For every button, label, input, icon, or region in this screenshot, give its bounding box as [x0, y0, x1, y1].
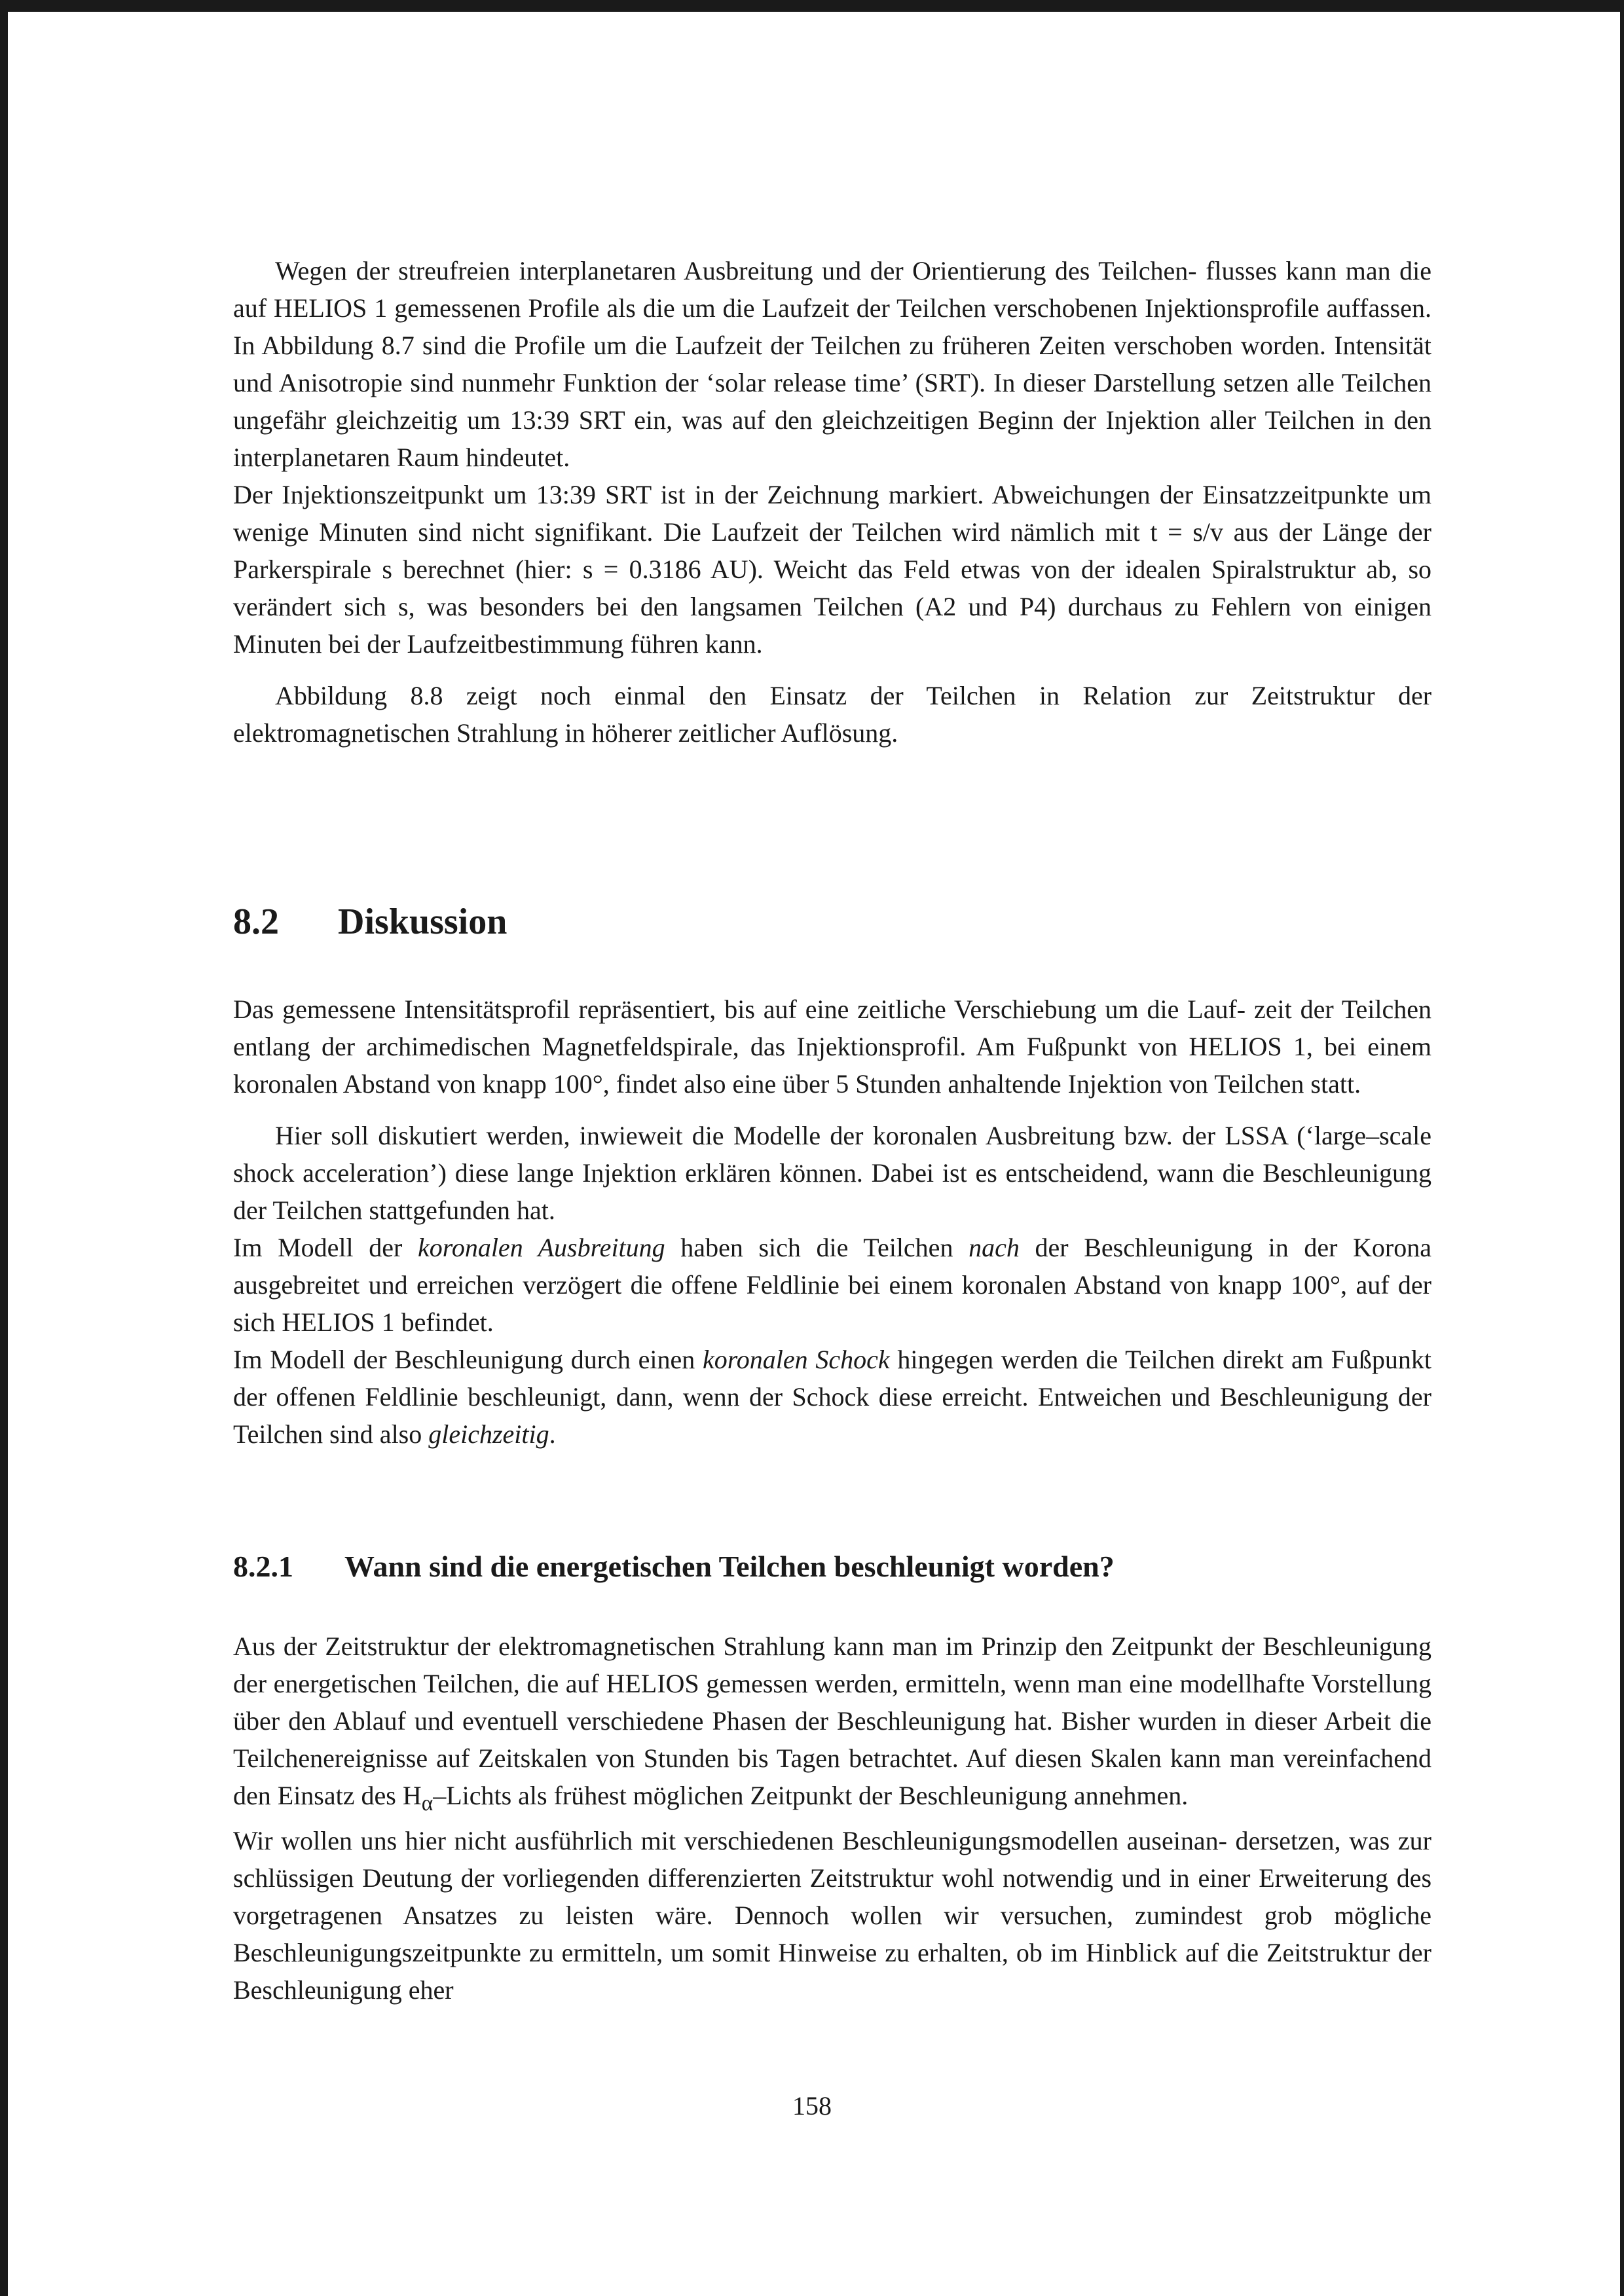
paragraph: Wegen der streufreien interplanetaren Ausbreitung und der Orientierung des Teilchen- flusses kann man die auf HELIOS 1 gemessenen Profile als die um die Laufzeit der Teilchen verschobenen Injektionsprofile auffassen. In Abbildung 8.7 sind die Profile um die Laufzeit der Teilchen zu früheren Zeiten verschoben worden. Intensität und Anisotropie sind nunmehr Funktion der ‘solar release time’ (SRT). In dieser Darstellung setzen alle Teilchen ungefähr gleichzeitig um 13:39 SRT ein, was auf den gleichzeitigen Beginn der Injektion aller Teilchen in den interplanetaren Raum hindeutet. [233, 256, 1432, 472]
subsection-title: Wann sind die energetischen Teilchen beschleunigt worden? [344, 1550, 1115, 1583]
paragraph: Im Modell der koronalen Ausbreitung haben sich die Teilchen nach der Beschleunigung in der Korona ausgebreitet und erreichen verzögert die offene Feldlinie bei einem koronalen Abstand von knapp 100°, auf der sich HELIOS 1 befindet. [233, 1233, 1432, 1337]
scan-border-right [1620, 0, 1624, 2296]
section-heading [233, 901, 507, 943]
subsection-heading [233, 1549, 1115, 1584]
scan-border-top [0, 0, 1624, 12]
paragraph: Hier soll diskutiert werden, inwieweit die Modelle der koronalen Ausbreitung bzw. der LSSA (‘large–scale shock acceleration’) diese lange Injektion erklären können. Dabei ist es entscheidend, wann die Beschleunigung der Teilchen stattgefunden hat. [233, 1121, 1432, 1225]
section-number: 8.2 [233, 902, 279, 942]
paragraph: Abbildung 8.8 zeigt noch einmal den Einsatz der Teilchen in Relation zur Zeitstruktur der elektromagnetischen Strahlung in höherer zeitlicher Auflösung. [233, 681, 1432, 748]
section-title: Diskussion [338, 902, 507, 942]
section-8-1-text [233, 252, 1431, 752]
paragraph: Im Modell der Beschleunigung durch einen koronalen Schock hingegen werden die Teilchen direkt am Fußpunkt der offenen Feldlinie beschleunigt, dann, wenn der Schock diese erreicht. Entweichen und Beschleunigung der Teilchen sind also gleichzeitig. [233, 1345, 1432, 1449]
paragraph: Der Injektionszeitpunkt um 13:39 SRT ist in der Zeichnung markiert. Abweichungen der Einsatzzeitpunkte um wenige Minuten sind nicht signifikant. Die Laufzeit der Teilchen wird nämlich mit t = s/v aus der Länge der Parkerspirale s berechnet (hier: s = 0.3186 AU). Weicht das Feld etwas von der idealen Spiralstruktur ab, so verändert sich s, was besonders bei den langsamen Teilchen (A2 und P4) durchaus zu Fehlern von einigen Minuten bei der Laufzeitbestimmung führen kann. [233, 480, 1432, 659]
page-number: 158 [792, 2091, 832, 2121]
paragraph: Das gemessene Intensitätsprofil repräsentiert, bis auf eine zeitliche Verschiebung um die Lauf- zeit der Teilchen entlang der archimedischen Magnetfeldspirale, das Injektionsprofil. Am Fußpunkt von HELIOS 1, bei einem koronalen Abstand von knapp 100°, findet also eine über 5 Stunden anhaltende Injektion von Teilchen statt. [233, 994, 1432, 1099]
section-8-2-1-text [233, 1628, 1431, 2009]
scan-border-left [0, 0, 8, 2296]
section-8-2-text [233, 991, 1431, 1453]
subsection-number: 8.2.1 [233, 1550, 293, 1583]
paragraph: Wir wollen uns hier nicht ausführlich mit verschiedenen Beschleunigungsmodellen auseinan- dersetzen, was zur schlüssigen Deutung der vorliegenden differenzierten Zeitstruktur wohl notwendig und in einer Erweiterung des vorgetragenen Ansatzes zu leisten wäre. Dennoch wollen wir versuchen, zumindest grob mögliche Beschleunigungszeitpunkte zu ermitteln, um somit Hinweise zu erhalten, ob im Hinblick auf die Zeitstruktur der Beschleunigung eher [233, 1826, 1432, 2005]
paragraph: Aus der Zeitstruktur der elektromagnetischen Strahlung kann man im Prinzip den Zeitpunkt der Beschleunigung der energetischen Teilchen, die auf HELIOS gemessen werden, ermitteln, wenn man eine modellhafte Vorstellung über den Ablauf und eventuell verschiedene Phasen der Beschleunigung hat. Bisher wurden in dieser Arbeit die Teilchenereignisse auf Zeitskalen von Stunden bis Tagen betrachtet. Auf diesen Skalen kann man vereinfachend den Einsatz des $H_\alpha$–Lichts als frühest möglichen Zeitpunkt der Beschleunigung annehmen. [233, 1631, 1432, 1815]
